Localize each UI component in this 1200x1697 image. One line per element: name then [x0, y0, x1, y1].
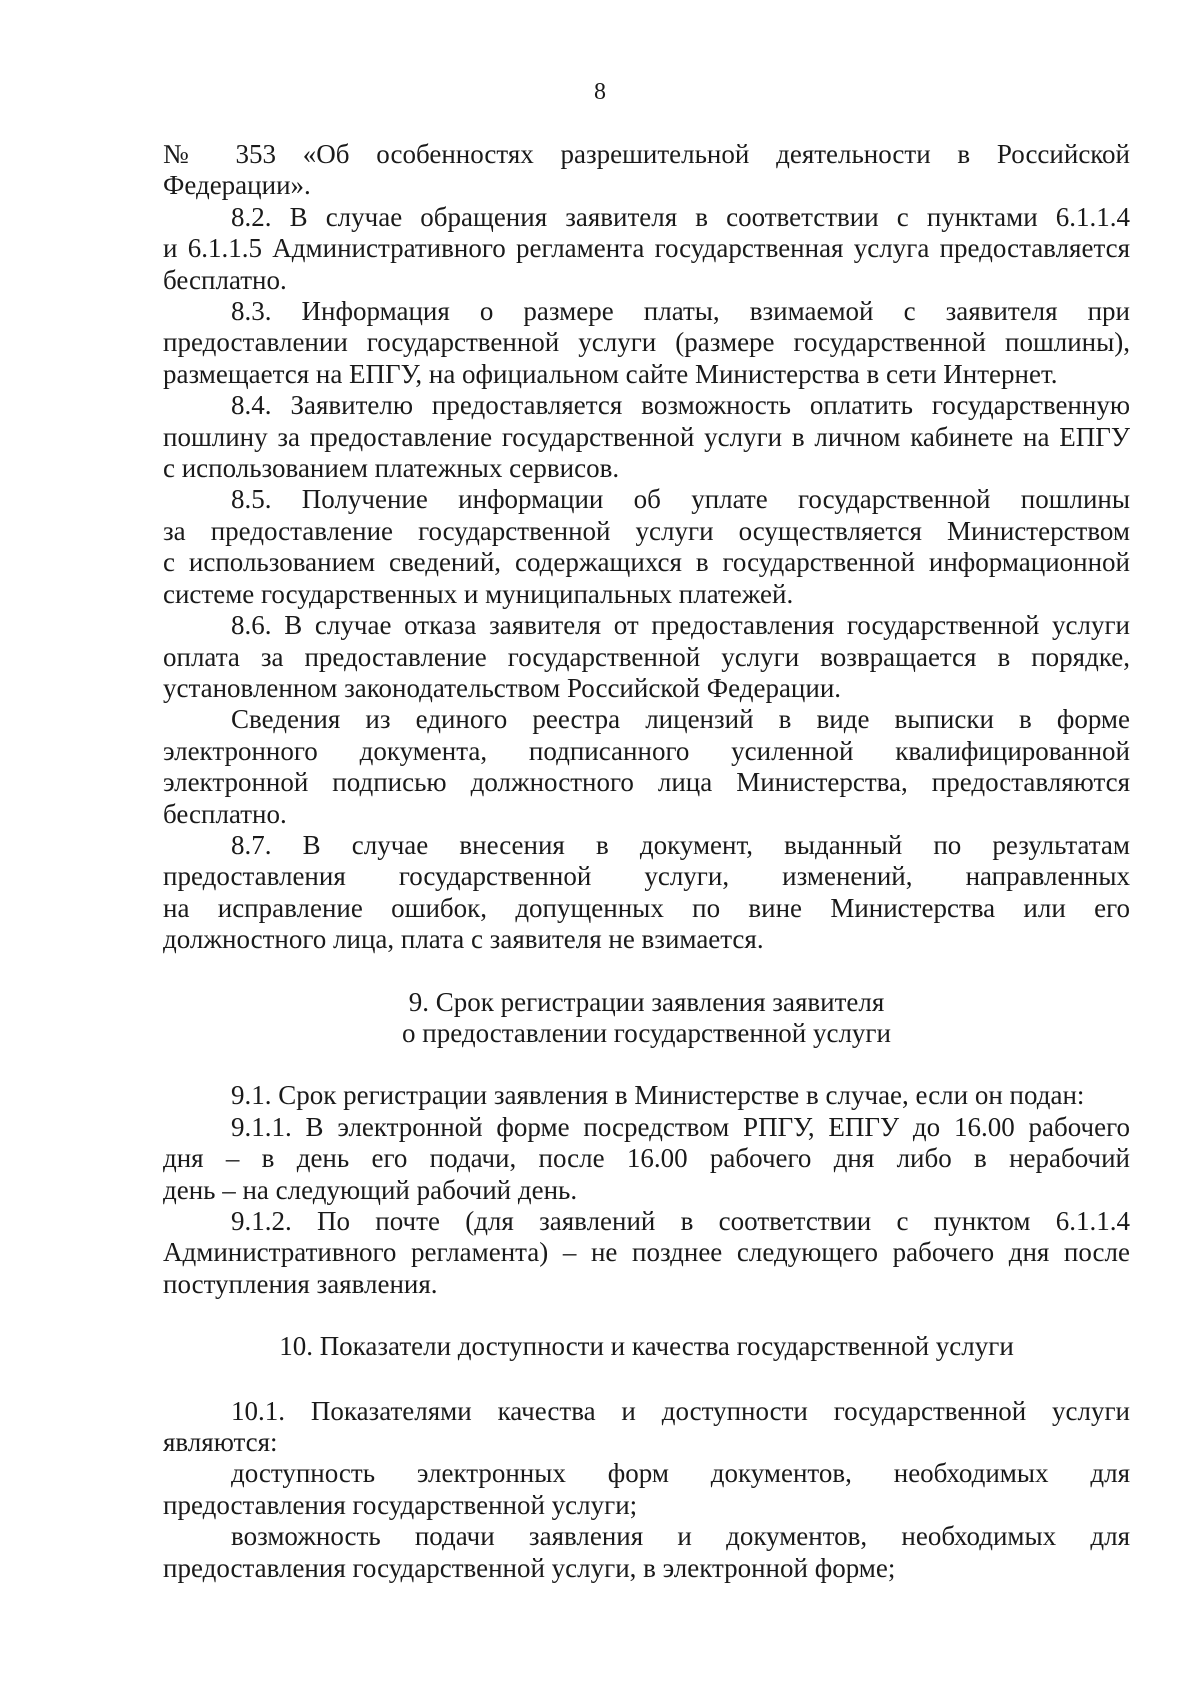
text-line: 8.2. В случае обращения заявителя в соответствии с пунктами 6.1.1.4 — [231, 201, 1130, 232]
paragraph-8-5 — [163, 484, 1130, 610]
text-line: возможность подачи заявления и документов, необходимых для — [231, 1521, 1130, 1552]
paragraph-8-4 — [163, 390, 1130, 484]
text-line: за предоставление государственной услуги осуществляется Министерством — [163, 515, 1130, 546]
text-line: 9.1.1. В электронной форме посредством РПГУ, ЕПГУ до 16.00 рабочего — [231, 1111, 1130, 1142]
text-line: электронной подписью должностного лица Министерства, предоставляются — [163, 767, 1130, 798]
text-line: электронного документа, подписанного усиленной квалифицированной — [163, 735, 1130, 766]
text-line: с использованием платежных сервисов. — [163, 453, 620, 484]
text-line: размещается на ЕПГУ, на официальном сайте Министерства в сети Интернет. — [163, 358, 1058, 389]
text-line: 9.1.2. По почте (для заявлений в соответствии с пунктом 6.1.1.4 — [231, 1206, 1130, 1236]
text-line: день – на следующий рабочий день. — [163, 1174, 578, 1205]
text-line: № 353 «Об особенностях разрешительной деятельности в Российской — [163, 139, 1130, 169]
paragraph-8-3 — [163, 296, 1130, 390]
text-line: 8.7. В случае внесения в документ, выданный по результатам — [231, 829, 1130, 860]
section-9-heading-line-2: о предоставлении государственной услуги — [402, 1017, 891, 1048]
text-line: доступность электронных форм документов, необходимых для — [231, 1458, 1130, 1489]
text-line: дня – в день его подачи, после 16.00 рабочего дня либо в нерабочий — [163, 1143, 1130, 1174]
paragraph-8-6 — [163, 610, 1130, 704]
text-line: 10.1. Показателями качества и доступности государственной услуги — [231, 1395, 1130, 1426]
text-line: предоставления государственной услуги, изменений, направленных — [163, 861, 1130, 892]
paragraph-9-1-1 — [163, 1112, 1130, 1206]
text-line: и 6.1.1.5 Административного регламента государственная услуга предоставляется — [163, 233, 1130, 264]
text-line: 8.3. Информация о размере платы, взимаемой с заявителя при — [231, 296, 1130, 327]
section-9-heading — [163, 987, 1130, 1050]
text-line: предоставлении государственной услуги (размере государственной пошлины), — [163, 327, 1130, 358]
text-line: пошлину за предоставление государственной услуги в личном кабинете на ЕПГУ — [163, 421, 1130, 452]
paragraph-8-7 — [163, 830, 1130, 956]
text-line: должностного лица, плата с заявителя не взимается. — [163, 924, 764, 955]
paragraph-10-1-item-electronic-forms — [163, 1458, 1130, 1521]
text-line: установленном законодательством Российской Федерации. — [163, 672, 842, 703]
text-line: 8.5. Получение информации об уплате государственной пошлины — [231, 484, 1130, 515]
paragraph-8-2 — [163, 202, 1130, 296]
text-line: системе государственных и муниципальных платежей. — [163, 578, 794, 609]
text-line: оплата за предоставление государственной услуги возвращается в порядке, — [163, 641, 1130, 672]
text-line: бесплатно. — [163, 798, 287, 829]
section-9-heading-line-1: 9. Срок регистрации заявления заявителя — [408, 986, 885, 1017]
text-line: 8.6. В случае отказа заявителя от предоставления государственной услуги — [231, 610, 1130, 641]
page-number: 8 — [594, 79, 606, 105]
text-line: с использованием сведений, содержащихся в государственной информационной — [163, 547, 1130, 578]
text-line: на исправление ошибок, допущенных по вине Министерства или его — [163, 892, 1130, 923]
paragraph-10-1 — [163, 1396, 1130, 1459]
text-line: Сведения из единого реестра лицензий в виде выписки в форме — [231, 704, 1130, 735]
paragraph-intro — [163, 139, 1130, 202]
text-line: являются: — [163, 1427, 278, 1458]
text-line: Административного регламента) – не позднее следующего рабочего дня после — [163, 1237, 1130, 1268]
section-10-heading: 10. Показатели доступности и качества государственной услуги — [279, 1331, 1014, 1362]
text-line: предоставления государственной услуги, в электронной форме; — [163, 1552, 896, 1583]
paragraph-8-6-registry — [163, 704, 1130, 830]
paragraph-9-1-2 — [163, 1206, 1130, 1300]
text-line: 9.1. Срок регистрации заявления в Министерстве в случае, если он подан: — [231, 1080, 1085, 1111]
text-line: Федерации». — [163, 170, 311, 201]
text-line: бесплатно. — [163, 264, 287, 295]
text-line: 8.4. Заявителю предоставляется возможность оплатить государственную — [231, 390, 1130, 421]
document-body — [163, 139, 1130, 1584]
text-line: предоставления государственной услуги; — [163, 1489, 638, 1520]
text-line: поступления заявления. — [163, 1268, 438, 1299]
paragraph-9-1 — [163, 1080, 1130, 1111]
paragraph-10-1-item-electronic-submission — [163, 1521, 1130, 1584]
